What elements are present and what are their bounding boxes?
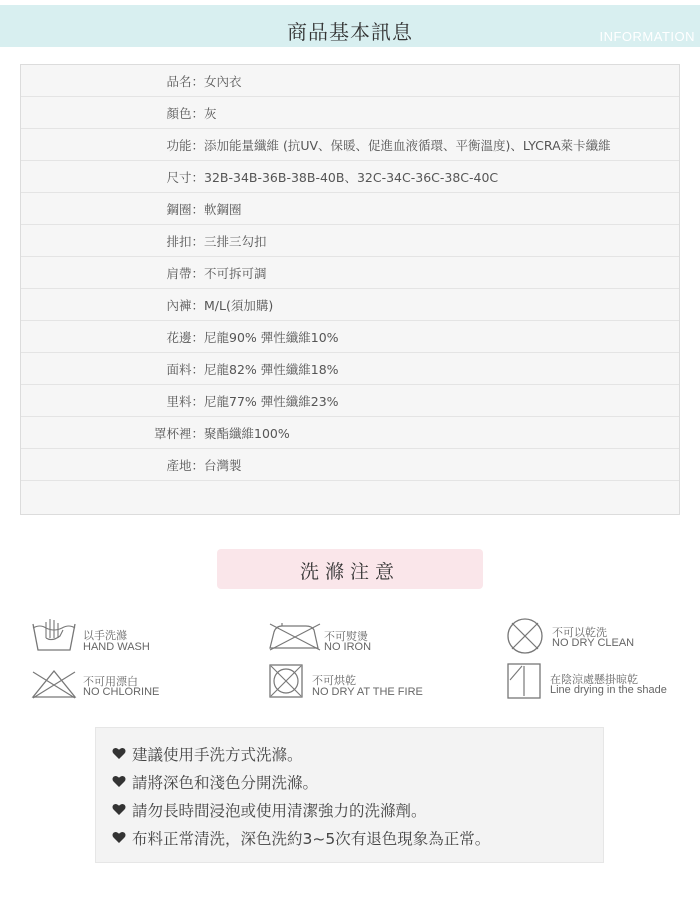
- hand-wash-icon: [30, 616, 78, 654]
- spec-label: 罩杯裡：: [153, 426, 204, 441]
- spec-value: 32B-34B-36B-38B-40B、32C-34C-36C-38C-40C: [204, 170, 499, 185]
- spec-value: 聚酯纖維100%: [204, 426, 290, 441]
- spec-label: 產地：: [166, 458, 204, 473]
- care-note: [132, 799, 427, 821]
- heart-icon: [112, 775, 126, 788]
- spec-value: 尼龍77% 彈性纖維23%: [204, 394, 339, 409]
- spec-row-lining: [21, 385, 679, 417]
- care-note-text: 請勿長時間浸泡或使用清潔強力的洗滌劑。: [132, 802, 427, 820]
- no-tumble-dry-icon: [268, 663, 304, 699]
- spec-row-size: [21, 161, 679, 193]
- no-dry-clean-icon: [506, 617, 544, 655]
- care-label-zh: 不可以乾洗: [552, 626, 607, 639]
- care-label-en: Line drying in the shade: [550, 684, 667, 696]
- spec-row-underwire: [21, 193, 679, 225]
- spec-value: 台灣製: [204, 458, 242, 473]
- spec-label: 品名：: [166, 74, 204, 89]
- spec-value: M/L(須加購): [204, 298, 274, 313]
- care-note-text: 布料正常清洗，深色洗約3~5次有退色現象為正常。: [132, 830, 491, 848]
- care-label-zh: 不可熨燙: [324, 630, 368, 643]
- spec-row-origin: [21, 449, 679, 481]
- spec-label: 里料：: [166, 394, 204, 409]
- spec-value: 尼龍82% 彈性纖維18%: [204, 362, 339, 377]
- heart-icon: [112, 831, 126, 844]
- care-note: [132, 771, 318, 793]
- line-dry-shade-icon: [506, 662, 542, 700]
- care-notes-box: [95, 727, 604, 863]
- spec-row-outer-fabric: [21, 353, 679, 385]
- no-iron-icon: [268, 622, 322, 652]
- care-label-zh: 不可烘乾: [312, 674, 356, 687]
- spec-label: 鋼圈：: [166, 202, 204, 217]
- spec-value: 三排三勾扣: [204, 234, 267, 249]
- care-label-zh: 以手洗滌: [83, 629, 127, 642]
- no-chlorine-icon: [30, 668, 78, 700]
- spec-label: 內褲：: [166, 298, 204, 313]
- page-title: 商品基本訊息: [287, 20, 413, 44]
- care-label-zh: 在陰涼處懸掛晾乾: [550, 673, 638, 686]
- spec-row-straps: [21, 257, 679, 289]
- wash-title: 洗滌注意: [299, 561, 400, 583]
- spec-value: 軟鋼圈: [204, 202, 242, 217]
- spec-row-empty: [21, 481, 679, 514]
- spec-label: 功能：: [166, 138, 204, 153]
- care-label-en: HAND WASH: [83, 641, 150, 653]
- care-label-en: NO CHLORINE: [83, 686, 160, 698]
- spec-label: 排扣：: [166, 234, 204, 249]
- spec-label: 尺寸：: [166, 170, 204, 185]
- care-label-en: NO DRY CLEAN: [552, 637, 635, 649]
- spec-row-name: [21, 65, 679, 97]
- spec-row-hooks: [21, 225, 679, 257]
- care-note: [132, 743, 303, 765]
- care-label-en: NO IRON: [324, 641, 372, 653]
- spec-value: 添加能量纖維 (抗UV、保暖、促進血液循環、平衡溫度)、LYCRA萊卡纖維: [204, 138, 611, 153]
- page-subtitle: INFORMATION: [599, 29, 695, 44]
- spec-row-panties: [21, 289, 679, 321]
- care-note: [132, 827, 490, 849]
- spec-label: 顏色：: [166, 106, 204, 121]
- spec-row-cup-lining: [21, 417, 679, 449]
- care-label-zh: 不可用漂白: [83, 675, 138, 688]
- spec-value: 女內衣: [204, 74, 242, 89]
- care-note-text: 建議使用手洗方式洗滌。: [132, 746, 303, 764]
- spec-row-lace: [21, 321, 679, 353]
- spec-row-function: [21, 129, 679, 161]
- care-note-text: 請將深色和淺色分開洗滌。: [132, 774, 319, 792]
- spec-row-color: [21, 97, 679, 129]
- spec-value: 不可拆可調: [204, 266, 267, 281]
- heart-icon: [112, 803, 126, 816]
- wash-title-box: [217, 549, 483, 589]
- spec-table: [20, 64, 680, 515]
- spec-label: 面料：: [166, 362, 204, 377]
- care-label-en: NO DRY AT THE FIRE: [312, 686, 423, 698]
- heart-icon: [112, 747, 126, 760]
- spec-value: 尼龍90% 彈性纖維10%: [204, 330, 339, 345]
- spec-value: 灰: [204, 106, 217, 121]
- spec-label: 肩帶：: [166, 266, 204, 281]
- header-bar: [0, 5, 700, 47]
- spec-label: 花邊：: [166, 330, 204, 345]
